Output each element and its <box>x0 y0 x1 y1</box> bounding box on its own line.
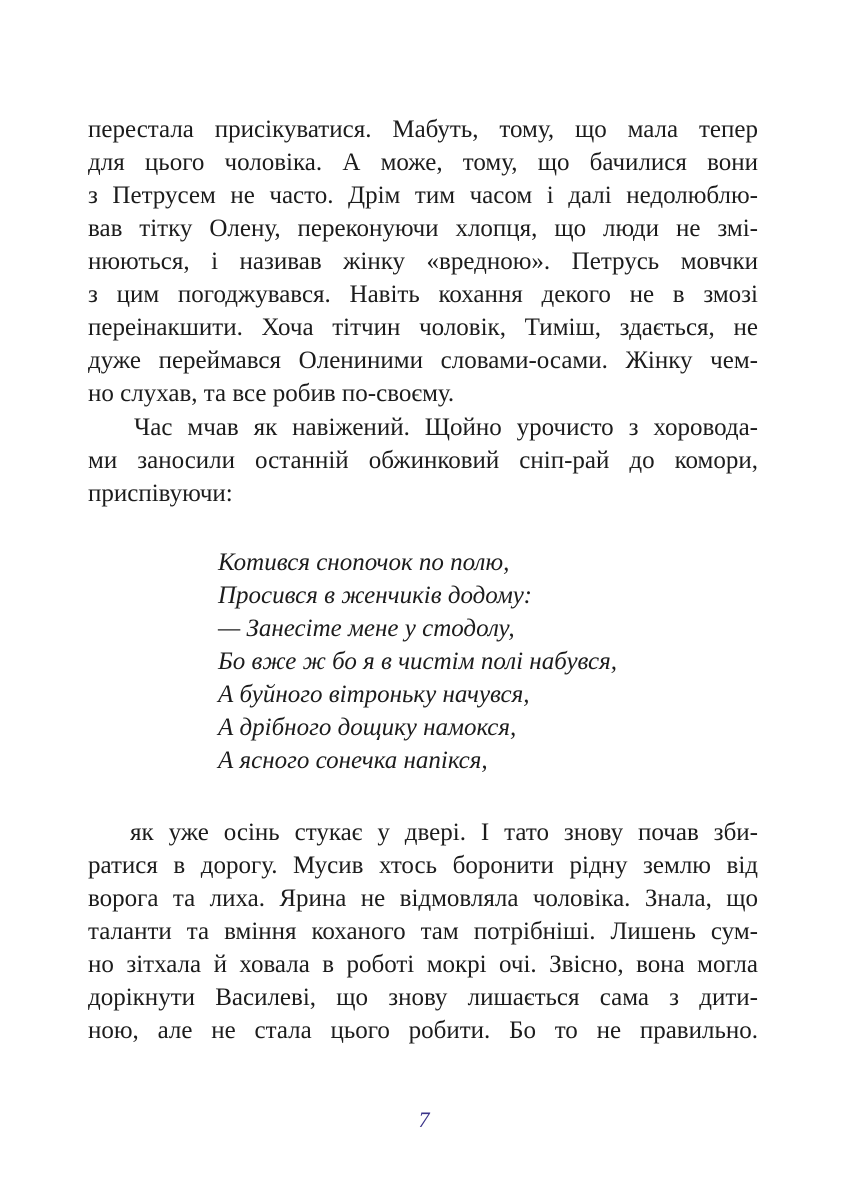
text-line: з Петрусем не часто. Дрім тим часом і далі недолюблю- <box>88 182 758 209</box>
verse-line: Бо вже ж бо я в чистім полі набувся, <box>218 648 618 675</box>
text-line: переінакшити. Хоча тітчин чоловік, Тиміш, здається, не <box>88 314 758 341</box>
text-line: дуже переймався Олениними словами-осами. Жінку чем- <box>88 347 758 374</box>
text-line: но слухав, та все робив по-своєму. <box>88 380 455 407</box>
verse-line: Просився в женчиків додому: <box>218 582 532 609</box>
text-line: таланти та вміння коханого там потрібніші. Лишень сум- <box>88 918 758 945</box>
verse-line: А дрібного дощику намокся, <box>218 714 517 741</box>
verse-line: А ясного сонечка напікся, <box>218 747 488 774</box>
verse-line: — Занесіте мене у стодолу, <box>218 615 515 642</box>
text-line: ратися в дорогу. Мусив хтось боронити рідну землю від <box>88 852 758 879</box>
text-line: перестала присікуватися. Мабуть, тому, що мала тепер <box>88 116 758 143</box>
text-line: нюються, і називав жінку «вредною». Петрусь мовчки <box>88 248 758 275</box>
text-line: дорікнути Василеві, що знову лишається сама з дити- <box>88 984 758 1011</box>
text-line: як уже осінь стукає у двері. І тато знову почав зби- <box>130 819 758 846</box>
verse-line: Котився снопочок по полю, <box>218 549 510 576</box>
verse-line: А буйного вітроньку начувся, <box>218 681 530 708</box>
text-line: Час мчав як навіжений. Щойно урочисто з хоровода- <box>134 414 758 441</box>
text-line: приспівуючи: <box>88 480 233 507</box>
text-line: з цим погоджувався. Навіть кохання декого не в змозі <box>88 281 758 308</box>
text-line: вав тітку Олену, переконуючи хлопця, що люди не змі- <box>88 215 758 242</box>
text-line: но зітхала й ховала в роботі мокрі очі. Звісно, вона могла <box>88 951 758 978</box>
text-line: для цього чоловіка. А може, тому, що бачилися вони <box>88 149 758 176</box>
page-number: 7 <box>418 1107 430 1132</box>
text-line: ми заносили останній обжинковий сніп-рай до комори, <box>88 447 758 474</box>
text-line: ворога та лиха. Ярина не відмовляла чоловіка. Знала, що <box>88 885 758 912</box>
text-line: ною, але не стала цього робити. Бо то не правильно. <box>88 1017 758 1044</box>
